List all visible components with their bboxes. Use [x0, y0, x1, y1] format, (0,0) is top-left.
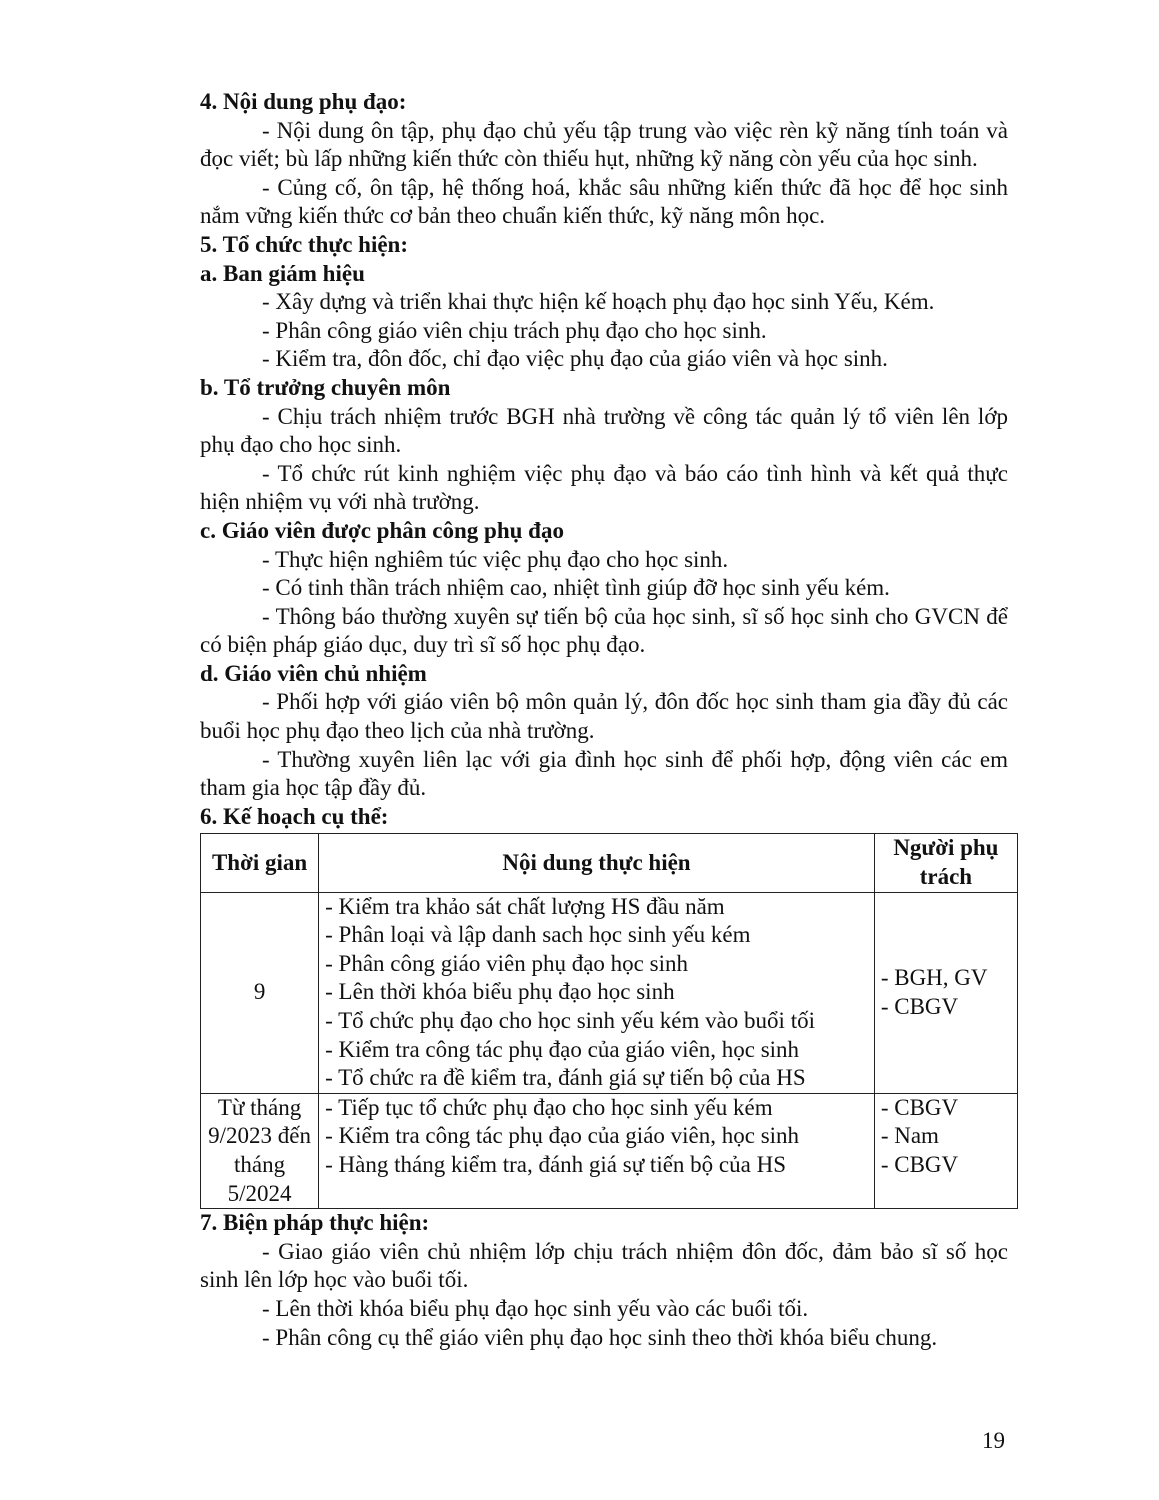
row-2-content-line: - Hàng tháng kiểm tra, đánh giá sự tiến bộ của HS — [325, 1151, 786, 1177]
row-2-owner-line: - CBGV — [880, 1094, 959, 1120]
header-owner: Người phụ trách — [874, 834, 1017, 892]
section-5b-paragraph-2: - Tổ chức rút kinh nghiệm việc phụ đạo và báo cáo tình hình và kết quả thực hiện nhiệm vụ với nhà trường. — [200, 460, 1008, 515]
document-page — [200, 88, 1008, 1352]
section-5a-item-1: - Xây dựng và triển khai thực hiện kế hoạch phụ đạo học sinh Yếu, Kém. — [262, 289, 935, 315]
table-row — [201, 892, 1018, 1093]
section-4-paragraph-1: - Nội dung ôn tập, phụ đạo chủ yếu tập trung vào việc rèn kỹ năng tính toán và đọc viết; bù lấp những kiến thức còn thiếu hụt, những kỹ năng còn yếu của học sinh. — [200, 117, 1008, 172]
table-row — [201, 1093, 1018, 1208]
page-number: 19 — [982, 1428, 1005, 1453]
section-7-item-2: - Phân công cụ thể giáo viên phụ đạo học sinh theo thời khóa biểu chung. — [262, 1324, 938, 1350]
section-5b-title: b. Tổ trưởng chuyên môn — [200, 374, 451, 400]
row-1-content — [319, 892, 875, 1093]
row-1-content-line: - Kiểm tra công tác phụ đạo của giáo viên, học sinh — [325, 1036, 800, 1062]
section-5a-item-2: - Phân công giáo viên chịu trách phụ đạo cho học sinh. — [262, 317, 767, 343]
section-5d-title: d. Giáo viên chủ nhiệm — [200, 660, 427, 686]
section-4-title: 4. Nội dung phụ đạo: — [200, 89, 407, 114]
row-1-content-line: - Phân công giáo viên phụ đạo học sinh — [325, 950, 688, 976]
section-5a-item-3: - Kiểm tra, đôn đốc, chỉ đạo việc phụ đạo của giáo viên và học sinh. — [262, 346, 888, 372]
row-2-owner-line: - Nam — [880, 1123, 939, 1149]
section-4-paragraph-2: - Củng cố, ôn tập, hệ thống hoá, khắc sâu những kiến thức đã học để học sinh nắm vững kiến thức cơ bản theo chuẩn kiến thức, kỹ năng môn học. — [200, 174, 1008, 229]
row-2-owner-line: - CBGV — [880, 1151, 959, 1177]
plan-table — [200, 833, 1018, 1209]
row-1-content-line: - Kiểm tra khảo sát chất lượng HS đầu năm — [325, 893, 725, 919]
section-5c-title: c. Giáo viên được phân công phụ đạo — [200, 517, 564, 543]
section-5c-item-2: - Có tinh thần trách nhiệm cao, nhiệt tình giúp đỡ học sinh yếu kém. — [262, 575, 890, 601]
section-5d-paragraph-2: - Thường xuyên liên lạc với gia đình học sinh để phối hợp, động viên các em tham gia học tập đầy đủ. — [200, 746, 1008, 801]
row-2-content-line: - Kiểm tra công tác phụ đạo của giáo viên, học sinh — [325, 1123, 800, 1149]
header-content: Nội dung thực hiện — [319, 834, 875, 892]
row-2-owner — [874, 1093, 1017, 1208]
row-1-owner-line: - BGH, GV — [880, 965, 988, 991]
section-5b-paragraph-1: - Chịu trách nhiệm trước BGH nhà trường về công tác quản lý tổ viên lên lớp phụ đạo cho học sinh. — [200, 403, 1008, 458]
section-5c-item-1: - Thực hiện nghiêm túc việc phụ đạo cho học sinh. — [262, 546, 729, 572]
section-6-title: 6. Kế hoạch cụ thể: — [200, 803, 389, 829]
header-time: Thời gian — [201, 834, 319, 892]
section-5a-title: a. Ban giám hiệu — [200, 260, 365, 286]
row-1-content-line: - Lên thời khóa biểu phụ đạo học sinh — [325, 979, 675, 1005]
row-2-content-line: - Tiếp tục tổ chức phụ đạo cho học sinh yếu kém — [325, 1094, 773, 1120]
section-7-paragraph-1: - Giao giáo viên chủ nhiệm lớp chịu trách nhiệm đôn đốc, đảm bảo sĩ số học sinh lên lớp học vào buổi tối. — [200, 1238, 1008, 1293]
row-1-owner-line: - CBGV — [880, 993, 959, 1019]
section-7-item-1: - Lên thời khóa biểu phụ đạo học sinh yếu vào các buổi tối. — [262, 1295, 809, 1321]
row-1-content-line: - Tổ chức ra đề kiểm tra, đánh giá sự tiến bộ của HS — [325, 1065, 806, 1091]
row-2-time: Từ tháng 9/2023 đến tháng 5/2024 — [201, 1093, 319, 1208]
row-1-content-line: - Phân loại và lập danh sach học sinh yếu kém — [325, 922, 751, 948]
plan-table-header-row — [201, 834, 1018, 892]
section-5-title: 5. Tổ chức thực hiện: — [200, 231, 408, 257]
row-1-time: 9 — [201, 892, 319, 1093]
section-7-title: 7. Biện pháp thực hiện: — [200, 1210, 430, 1236]
row-1-owner — [874, 892, 1017, 1093]
row-1-content-line: - Tổ chức phụ đạo cho học sinh yếu kém vào buổi tối — [325, 1008, 815, 1033]
section-5d-paragraph-1: - Phối hợp với giáo viên bộ môn quản lý, đôn đốc học sinh tham gia đầy đủ các buổi học phụ đạo theo lịch của nhà trường. — [200, 689, 1008, 744]
row-2-content — [319, 1093, 875, 1208]
section-5c-paragraph-3: - Thông báo thường xuyên sự tiến bộ của học sinh, sĩ số học sinh cho GVCN để có biện pháp giáo dục, duy trì sĩ số học phụ đạo. — [200, 603, 1008, 658]
